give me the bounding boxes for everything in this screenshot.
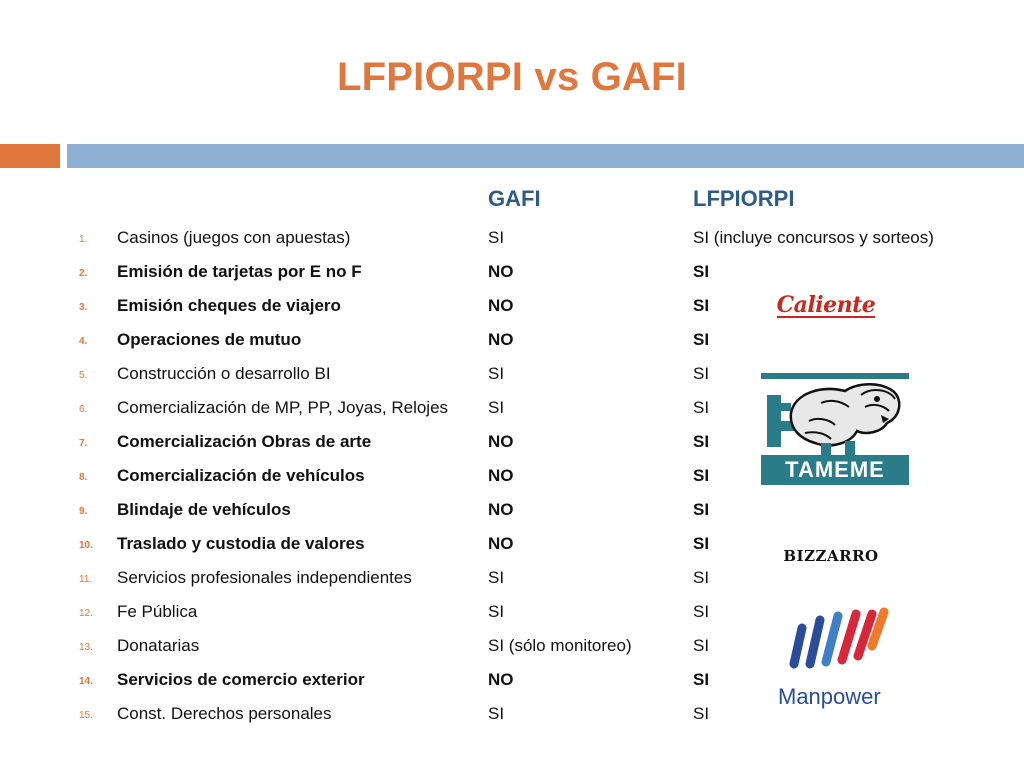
caliente-logo	[776, 262, 876, 350]
list-item-number: 6.	[79, 404, 88, 415]
list-item-lfpiorpi-value: SI	[693, 602, 710, 621]
list-item-gafi-value: SI	[488, 398, 505, 417]
manpower-logo-text: Manpower	[778, 684, 881, 709]
list-item-number: 9.	[79, 506, 88, 517]
list-item-label: Const. Derechos personales	[117, 704, 332, 723]
list-item-lfpiorpi-value: SI	[693, 670, 710, 689]
list-item-lfpiorpi-value: SI	[693, 364, 710, 383]
bizzarro-logo-text: BIZZARRO	[783, 547, 879, 565]
tameme-logo-text: TAMEME	[761, 455, 909, 485]
list-item-gafi-value: SI (sólo monitoreo)	[488, 636, 632, 655]
list-item-gafi-value: SI	[488, 364, 505, 383]
list-item-lfpiorpi-value: SI	[693, 262, 710, 281]
list-item-lfpiorpi-value: SI	[693, 296, 710, 315]
list-item-number: 14.	[79, 676, 93, 687]
list-item-lfpiorpi-value: SI	[693, 534, 710, 553]
list-item-gafi-value: NO	[488, 466, 514, 485]
list-item-lfpiorpi-value: SI	[693, 466, 710, 485]
list-item-lfpiorpi-value: SI	[693, 636, 710, 655]
list-item-gafi-value: NO	[488, 670, 514, 689]
list-item-number: 15.	[79, 710, 93, 721]
tameme-logo	[761, 373, 909, 485]
list-item-gafi-value: NO	[488, 296, 514, 315]
caliente-logo-text: Caliente	[776, 292, 876, 318]
jaguar-icon	[761, 373, 909, 457]
list-item-number: 8.	[79, 472, 88, 483]
list-item-lfpiorpi-value: SI	[693, 500, 710, 519]
list-item-lfpiorpi-value: SI (incluye concursos y sorteos)	[693, 228, 934, 247]
accent-bar-blue	[67, 144, 1024, 168]
list-item-label: Traslado y custodia de valores	[117, 534, 365, 553]
list-item-gafi-value: SI	[488, 228, 505, 247]
column-header-gafi: GAFI	[488, 186, 541, 211]
list-item-gafi-value: NO	[488, 330, 514, 349]
list-item-label: Comercialización Obras de arte	[117, 432, 372, 451]
list-item-lfpiorpi-value: SI	[693, 398, 710, 417]
list-item-label: Fe Pública	[117, 602, 198, 621]
list-item-label: Emisión cheques de viajero	[117, 296, 341, 315]
list-item-label: Casinos (juegos con apuestas)	[117, 228, 351, 247]
list-item-label: Emisión de tarjetas por E no F	[117, 262, 362, 281]
list-item-number: 4.	[79, 336, 88, 347]
list-item-label: Comercialización de MP, PP, Joyas, Relojes	[117, 398, 449, 417]
list-item-gafi-value: NO	[488, 500, 514, 519]
list-item-label: Servicios profesionales independientes	[117, 568, 412, 587]
list-item-number: 1.	[79, 234, 88, 245]
list-item-lfpiorpi-value: SI	[693, 704, 710, 723]
manpower-stripes-icon	[774, 606, 900, 676]
list-item-gafi-value: SI	[488, 568, 505, 587]
list-item-lfpiorpi-value: SI	[693, 432, 710, 451]
list-item-label: Construcción o desarrollo BI	[117, 364, 331, 383]
manpower-logo	[774, 606, 900, 716]
list-item-number: 11.	[79, 574, 93, 585]
list-item-gafi-value: NO	[488, 262, 514, 281]
column-header-lfpiorpi: LFPIORPI	[693, 186, 795, 211]
list-item-label: Donatarias	[117, 636, 200, 655]
list-item-number: 2.	[79, 268, 88, 279]
list-item-lfpiorpi-value: SI	[693, 330, 710, 349]
list-item-lfpiorpi-value: SI	[693, 568, 710, 587]
bizzarro-logo	[771, 506, 891, 606]
list-item-label: Servicios de comercio exterior	[117, 670, 365, 689]
list-item-gafi-value: SI	[488, 602, 505, 621]
list-item-gafi-value: NO	[488, 432, 514, 451]
list-item-label: Blindaje de vehículos	[117, 500, 291, 519]
list-item-number: 10.	[79, 540, 93, 551]
list-item	[0, 225, 1024, 259]
list-item-label: Comercialización de vehículos	[117, 466, 365, 485]
list-item-number: 12.	[79, 608, 93, 619]
list-item-number: 7.	[79, 438, 88, 449]
list-item-number: 3.	[79, 302, 88, 313]
slide-title: LFPIORPI vs GAFI	[337, 55, 687, 99]
accent-bar-orange	[0, 144, 60, 168]
list-item-gafi-value: SI	[488, 704, 505, 723]
list-item-number: 5.	[79, 370, 88, 381]
list-item-gafi-value: NO	[488, 534, 514, 553]
list-item-number: 13.	[79, 642, 93, 653]
list-item-label: Operaciones de mutuo	[117, 330, 302, 349]
